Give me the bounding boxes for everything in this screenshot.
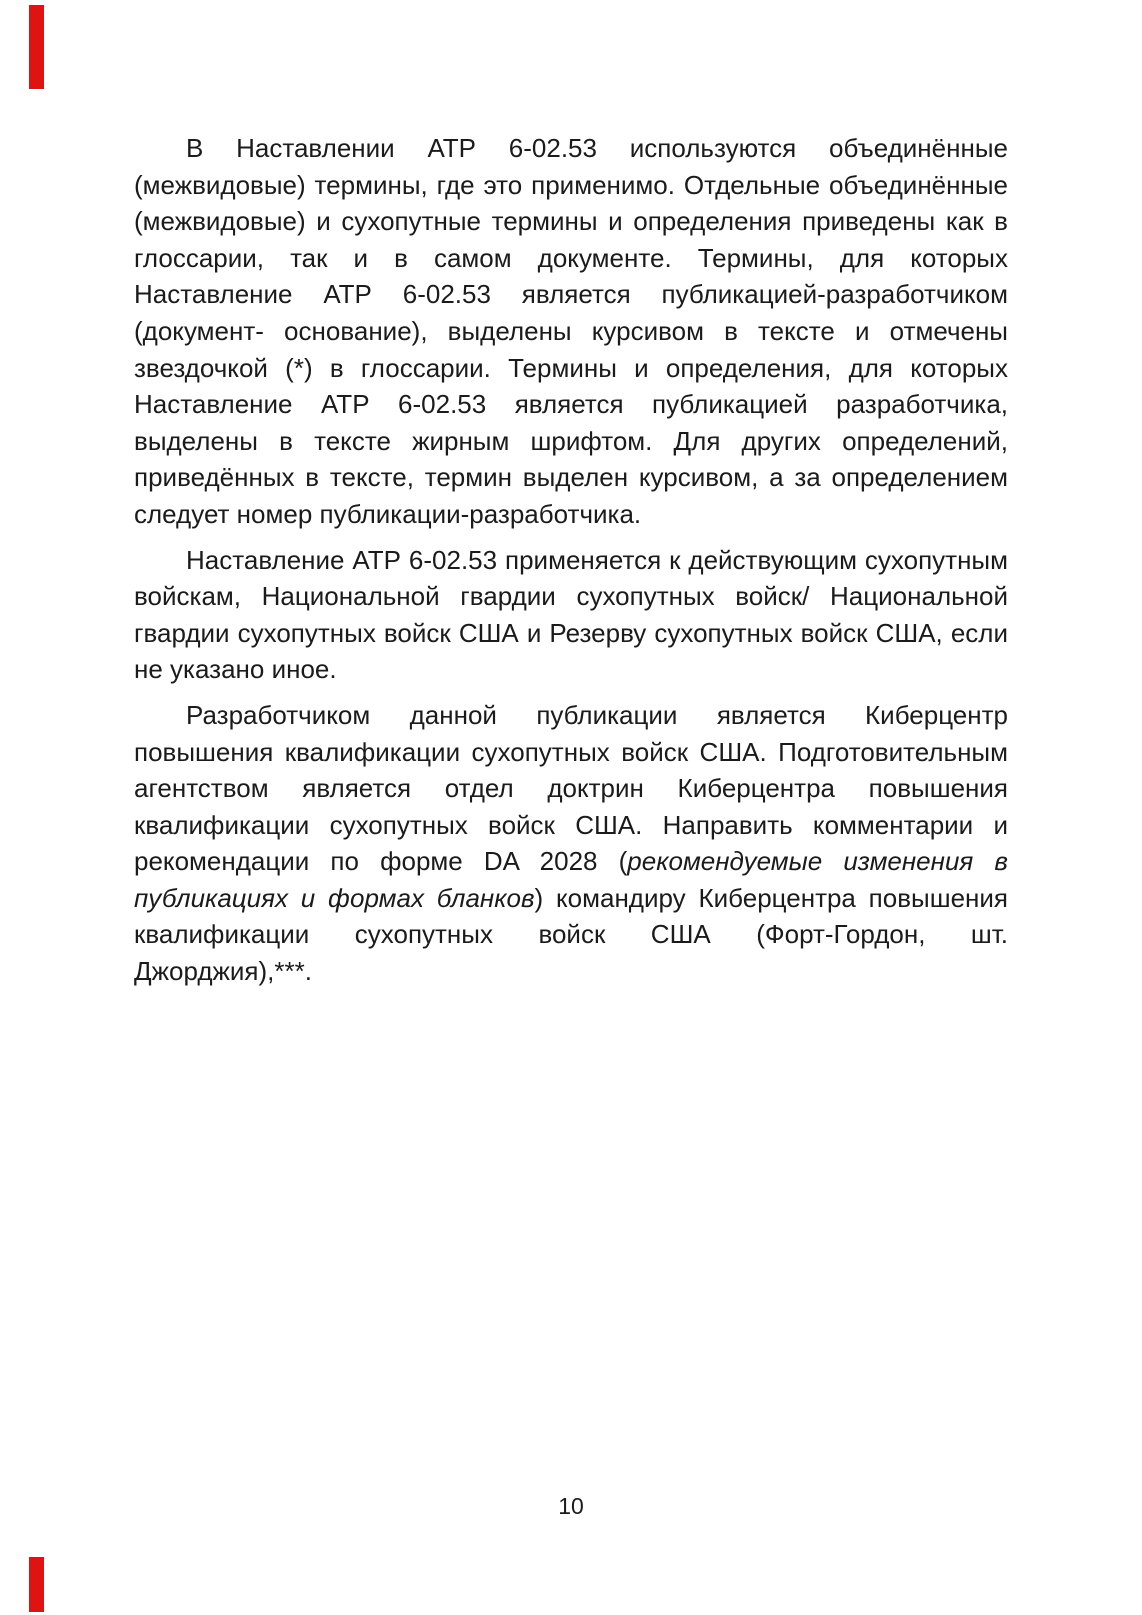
text-segment: приведённых в тексте, термин выделен курсивом, а за определением [134, 462, 1008, 493]
text-segment: ) командиру Киберцентра повышения [534, 882, 1008, 913]
text-segment: следует номер публикации-разработчика. [134, 498, 642, 529]
text-segment: агентством является отдел доктрин Киберцентра повышения [134, 773, 1008, 804]
text-line [134, 240, 1008, 277]
text-line [134, 496, 1008, 533]
paragraph [134, 542, 1008, 688]
text-segment: повышения квалификации сухопутных войск США. Подготовительным [134, 736, 1008, 767]
text-line [134, 578, 1008, 615]
text-line [134, 459, 1008, 496]
page-number: 10 [558, 1493, 584, 1519]
text-segment: (межвидовые) термины, где это применимо. Отдельные объединённые [134, 169, 1008, 200]
text-line [134, 386, 1008, 423]
text-line [134, 770, 1008, 807]
paragraph [134, 130, 1008, 533]
paragraph [134, 697, 1008, 990]
text-line [134, 880, 1008, 917]
red-edge-marker-top [29, 5, 44, 89]
text-segment: квалификации сухопутных войск США (Форт-Гордон, шт. [134, 919, 1008, 950]
text-line [134, 734, 1008, 771]
red-edge-marker-bottom [29, 1557, 44, 1612]
text-line [134, 167, 1008, 204]
text-line [134, 843, 1008, 880]
text-segment: войскам, Национальной гвардии сухопутных войск/ Национальной [134, 581, 1008, 612]
text-line [134, 697, 1008, 734]
text-line [134, 953, 1008, 990]
text-line [134, 130, 1008, 167]
text-segment: В Наставлении АТР 6-02.53 используются объединённые [186, 133, 1008, 163]
text-segment: выделены в тексте жирным шрифтом. Для других определений, [134, 425, 1008, 456]
text-segment: Наставление АТР 6-02.53 является публикацией разработчика, [134, 389, 1008, 420]
text-segment: (межвидовые) и сухопутные термины и определения приведены как в [134, 206, 1008, 237]
text-segment: Наставление АТР 6-02.53 применяется к действующим сухопутным [186, 544, 1008, 575]
document-body [134, 130, 1008, 999]
text-line [134, 542, 1008, 579]
text-line [134, 276, 1008, 313]
text-segment: квалификации сухопутных войск США. Направить комментарии и [134, 809, 1008, 840]
text-segment: Наставление АТР 6-02.53 является публикацией-разработчиком [134, 279, 1008, 310]
text-line [134, 651, 1008, 688]
text-line [134, 916, 1008, 953]
text-line [134, 807, 1008, 844]
text-segment: гвардии сухопутных войск США и Резерву сухопутных войск США, если [134, 617, 1008, 648]
text-segment: (документ- основание), выделены курсивом в тексте и отмечены [134, 315, 1008, 346]
text-segment: звездочкой (*) в глоссарии. Термины и определения, для которых [134, 352, 1008, 383]
text-line [134, 350, 1008, 387]
italic-text-segment: рекомендуемые изменения в [627, 846, 1008, 877]
text-segment: рекомендации по форме DA 2028 ( [134, 846, 628, 877]
text-segment: не указано иное. [134, 654, 337, 685]
italic-text-segment: публикациях и формах бланков [134, 882, 535, 913]
text-line [134, 203, 1008, 240]
text-line [134, 423, 1008, 460]
text-segment: Разработчиком данной публикации является Киберцентр [186, 699, 1008, 730]
text-line [134, 615, 1008, 652]
text-segment: Джорджия),***. [134, 956, 312, 987]
text-segment: глоссарии, так и в самом документе. Термины, для которых [134, 242, 1008, 273]
text-line [134, 313, 1008, 350]
